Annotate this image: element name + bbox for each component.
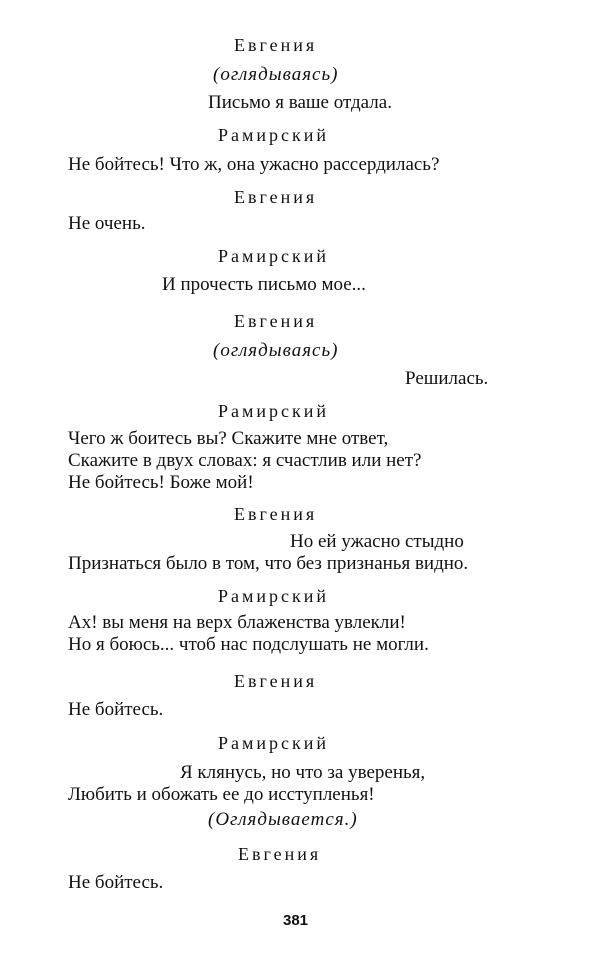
- stage-direction: (оглядываясь): [213, 340, 339, 361]
- page-number: 381: [283, 912, 309, 929]
- speaker-name: Евгения: [234, 671, 318, 691]
- speaker-name: Рамирский: [218, 125, 330, 145]
- speaker-name: Евгения: [234, 187, 318, 207]
- speaker-name: Рамирский: [218, 246, 330, 266]
- verse-line: Скажите в двух словах: я счастлив или нет?: [68, 450, 422, 471]
- verse-line: Решилась.: [405, 368, 489, 389]
- speaker-name: Евгения: [234, 35, 318, 55]
- verse-line: Не бойтесь! Что ж, она ужасно рассердилась?: [68, 154, 440, 175]
- verse-line: Я клянусь, но что за уверенья,: [180, 762, 426, 783]
- verse-line: Чего ж боитесь вы? Скажите мне ответ,: [68, 428, 389, 449]
- verse-line: Но ей ужасно стыдно: [290, 531, 464, 552]
- stage-direction: (оглядываясь): [213, 64, 339, 85]
- speaker-name: Евгения: [234, 311, 318, 331]
- verse-line: Письмо я ваше отдала.: [208, 92, 392, 113]
- speaker-name: Рамирский: [218, 401, 330, 421]
- stage-direction: (Оглядывается.): [208, 809, 358, 830]
- verse-line: И прочесть письмо мое...: [162, 274, 366, 295]
- speaker-name: Евгения: [234, 504, 318, 524]
- speaker-name: Рамирский: [218, 586, 330, 606]
- verse-line: Но я боюсь... чтоб нас подслушать не могли.: [68, 634, 429, 655]
- verse-line: Не бойтесь.: [68, 872, 164, 893]
- speaker-name: Рамирский: [218, 733, 330, 753]
- verse-line: Любить и обожать ее до исступленья!: [68, 784, 375, 805]
- verse-line: Не бойтесь! Боже мой!: [68, 472, 254, 493]
- speaker-name: Евгения: [238, 844, 322, 864]
- verse-line: Не очень.: [68, 213, 146, 234]
- verse-line: Не бойтесь.: [68, 699, 164, 720]
- verse-line: Признаться было в том, что без признанья видно.: [68, 553, 469, 574]
- verse-line: Ах! вы меня на верх блаженства увлекли!: [68, 612, 406, 633]
